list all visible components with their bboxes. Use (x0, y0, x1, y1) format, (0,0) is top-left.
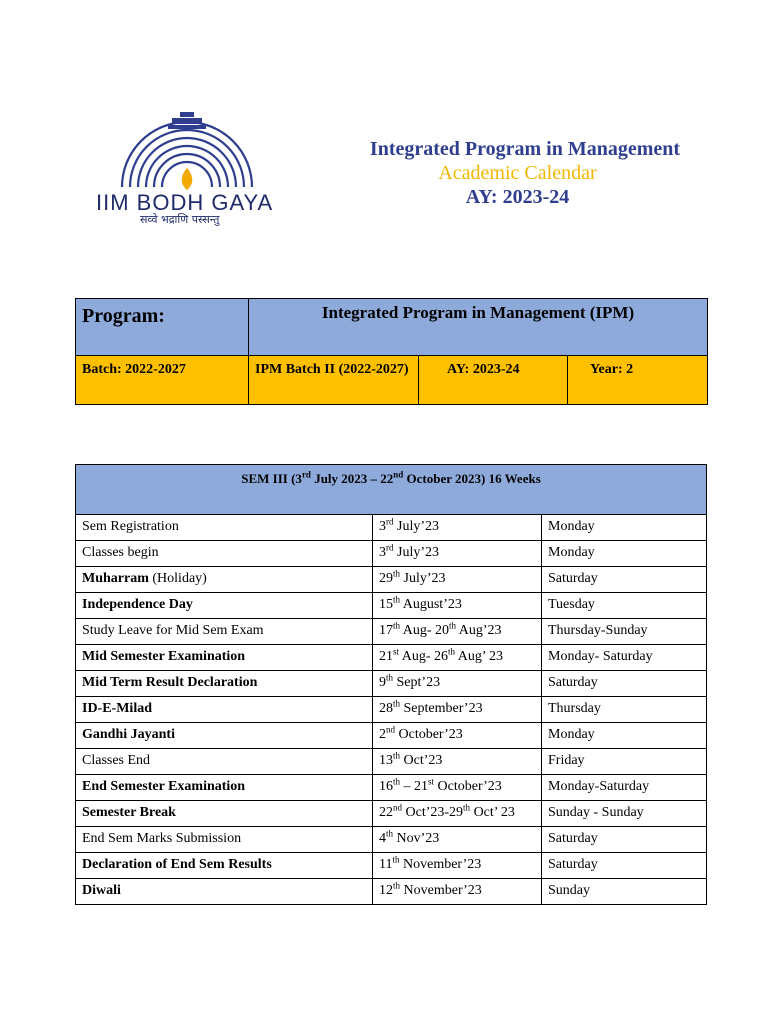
day-cell: Monday (542, 723, 707, 749)
event-cell: Declaration of End Sem Results (76, 853, 373, 879)
title-ay: AY: 2023-24 (465, 186, 570, 208)
table-row (76, 723, 707, 749)
table-row (76, 775, 707, 801)
event-cell: Sem Registration (76, 515, 373, 541)
date-cell: 21st Aug- 26th Aug’ 23 (373, 645, 542, 671)
table-row (76, 801, 707, 827)
event-cell: Independence Day (76, 593, 373, 619)
event-cell: Mid Term Result Declaration (76, 671, 373, 697)
date-cell: 3rd July’23 (373, 515, 542, 541)
day-cell: Monday (542, 541, 707, 567)
event-cell: Muharram (Holiday) (76, 567, 373, 593)
date-cell: 9th Sept’23 (373, 671, 542, 697)
program-table (75, 298, 708, 405)
table-row (76, 749, 707, 775)
semester-table (75, 464, 707, 905)
date-cell: 16th – 21st October’23 (373, 775, 542, 801)
table-row (76, 645, 707, 671)
logo-motto: सव्वे भद्राणि पस्सन्तु (140, 213, 220, 226)
date-cell: 22nd Oct’23-29th Oct’ 23 (373, 801, 542, 827)
ipm-batch-cell: IPM Batch II (2022-2027) (249, 356, 419, 405)
date-cell: 15th August’23 (373, 593, 542, 619)
day-cell: Saturday (542, 827, 707, 853)
ay-cell: AY: 2023-24 (419, 356, 568, 405)
day-cell: Saturday (542, 671, 707, 697)
table-row (76, 827, 707, 853)
date-cell: 29th July’23 (373, 567, 542, 593)
event-cell: Gandhi Jayanti (76, 723, 373, 749)
table-row (76, 567, 707, 593)
table-row (76, 593, 707, 619)
logo-name: IIM BODH GAYA (96, 190, 274, 215)
date-cell: 28th September’23 (373, 697, 542, 723)
program-label: Program: (76, 299, 249, 356)
table-row (76, 541, 707, 567)
day-cell: Saturday (542, 567, 707, 593)
table-row (76, 619, 707, 645)
table-row (76, 879, 707, 905)
event-cell: Study Leave for Mid Sem Exam (76, 619, 373, 645)
event-cell: Diwali (76, 879, 373, 905)
day-cell: Thursday (542, 697, 707, 723)
date-cell: 4th Nov’23 (373, 827, 542, 853)
event-cell: Classes End (76, 749, 373, 775)
title-program: Integrated Program in Management (369, 138, 681, 160)
batch-cell: Batch: 2022-2027 (76, 356, 249, 405)
semester-title: SEM III (3rd July 2023 – 22nd October 2023) 16 Weeks (76, 465, 707, 515)
day-cell: Sunday - Sunday (542, 801, 707, 827)
day-cell: Monday- Saturday (542, 645, 707, 671)
day-cell: Sunday (542, 879, 707, 905)
table-row (76, 515, 707, 541)
day-cell: Saturday (542, 853, 707, 879)
event-cell: End Semester Examination (76, 775, 373, 801)
table-row (76, 697, 707, 723)
event-cell: Mid Semester Examination (76, 645, 373, 671)
event-cell: ID-E-Milad (76, 697, 373, 723)
date-cell: 2nd October’23 (373, 723, 542, 749)
day-cell: Monday-Saturday (542, 775, 707, 801)
event-cell: Semester Break (76, 801, 373, 827)
event-cell: Classes begin (76, 541, 373, 567)
day-cell: Tuesday (542, 593, 707, 619)
date-cell: 3rd July’23 (373, 541, 542, 567)
date-cell: 17th Aug- 20th Aug’23 (373, 619, 542, 645)
title-calendar: Academic Calendar (438, 162, 597, 184)
table-row (76, 671, 707, 697)
date-cell: 11th November’23 (373, 853, 542, 879)
day-cell: Friday (542, 749, 707, 775)
table-row (76, 853, 707, 879)
day-cell: Thursday-Sunday (542, 619, 707, 645)
date-cell: 13th Oct’23 (373, 749, 542, 775)
program-name: Integrated Program in Management (IPM) (249, 299, 708, 356)
day-cell: Monday (542, 515, 707, 541)
year-cell: Year: 2 (568, 356, 708, 405)
date-cell: 12th November’23 (373, 879, 542, 905)
event-cell: End Sem Marks Submission (76, 827, 373, 853)
